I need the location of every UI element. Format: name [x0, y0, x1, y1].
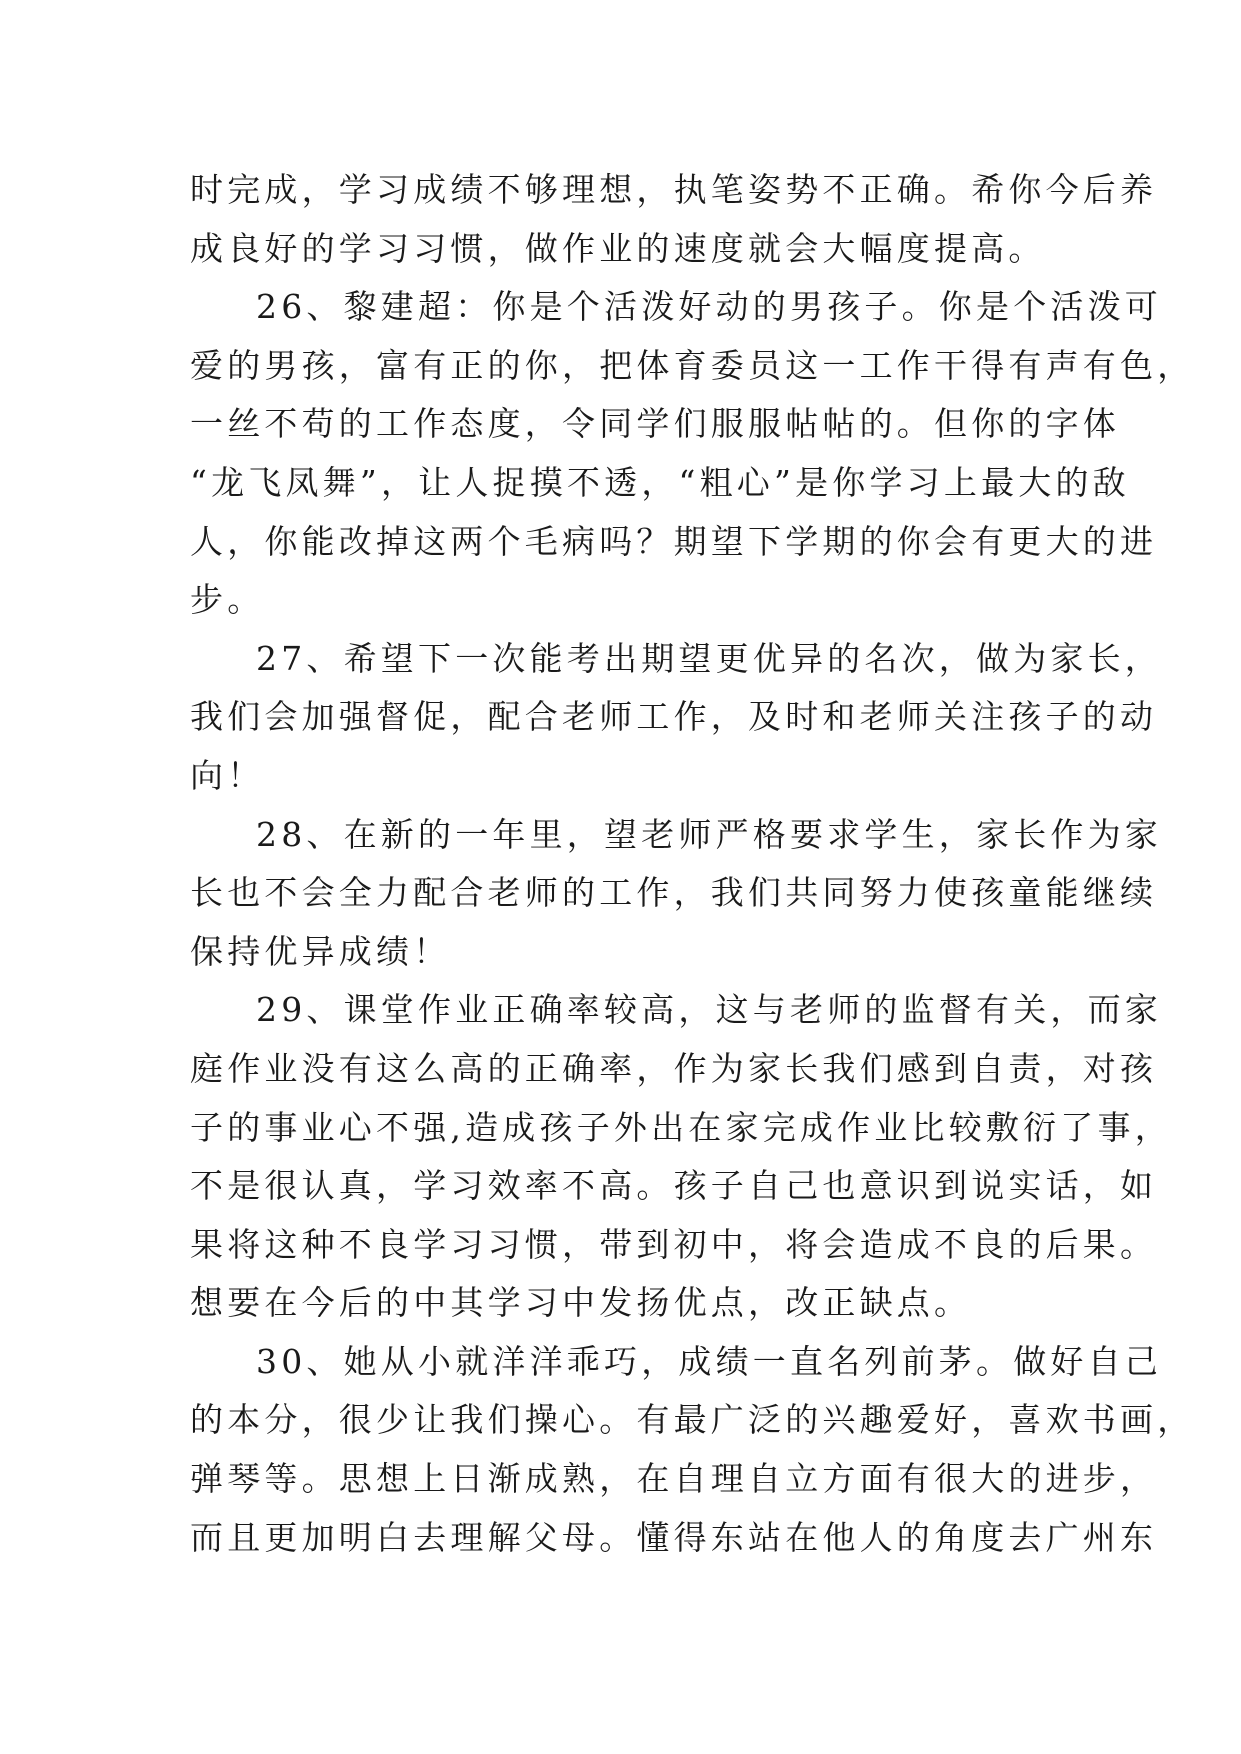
text-line: 弹琴等。思想上日渐成熟，在自理自立方面有很大的进步，: [190, 1459, 1158, 1499]
paragraph-item-29: [190, 981, 1172, 1333]
text-line: 果将这种不良学习习惯，带到初中，将会造成不良的后果。: [190, 1224, 1158, 1264]
text-line: 的本分，很少让我们操心。有最广泛的兴趣爱好，喜欢书画，: [190, 1400, 1195, 1440]
text-line: 26、黎建超：你是个活泼好动的男孩子。你是个活泼可: [256, 287, 1162, 327]
text-line: 不是很认真，学习效率不高。孩子自己也意识到说实话，如: [190, 1166, 1158, 1206]
text-line: 想要在今后的中其学习中发扬优点，改正缺点。: [190, 1283, 972, 1323]
text-line: 而且更加明白去理解父母。懂得东站在他人的角度去广州东: [190, 1517, 1158, 1557]
text-line: 时完成，学习成绩不够理想，执笔姿势不正确。希你今后养: [190, 170, 1158, 209]
paragraph-item-30: [190, 1333, 1195, 1567]
text-line: 我们会加强督促，配合老师工作，及时和老师关注孩子的动: [190, 697, 1158, 737]
text-line: 人，你能改掉这两个毛病吗？期望下学期的你会有更大的进: [190, 521, 1158, 561]
text-line: 爱的男孩，富有正的你，把体育委员这一工作干得有声有色，: [190, 345, 1195, 385]
paragraph-item-26: [190, 278, 1195, 630]
text-line: 庭作业没有这么高的正确率，作为家长我们感到自责，对孩: [190, 1048, 1158, 1088]
text-line: 长也不会全力配合老师的工作，我们共同努力使孩童能继续: [190, 873, 1158, 913]
paragraph-item-27: [190, 630, 1162, 806]
paragraph-continuation: [190, 161, 1158, 278]
text-line: 向！: [190, 755, 265, 795]
text-line: 28、在新的一年里，望老师严格要求学生，家长作为家: [256, 814, 1162, 854]
text-line: 成良好的学习习惯，做作业的速度就会大幅度提高。: [190, 228, 1046, 268]
text-line: 29、课堂作业正确率较高，这与老师的监督有关，而家: [256, 990, 1162, 1030]
paragraph-item-28: [190, 806, 1162, 982]
text-line: 27、希望下一次能考出期望更优异的名次，做为家长，: [256, 638, 1162, 678]
text-line: 步。: [190, 580, 265, 620]
text-line: 子的事业心不强,造成孩子外出在家完成作业比较敷衍了事，: [190, 1107, 1172, 1147]
text-line: “龙飞凤舞”，让人捉摸不透，“粗心”是你学习上最大的敌: [190, 462, 1130, 502]
document-body: [190, 161, 1195, 1567]
text-line: 一丝不苟的工作态度，令同学们服服帖帖的。但你的字体: [190, 404, 1120, 444]
text-line: 30、她从小就洋洋乖巧，成绩一直名列前茅。做好自己: [256, 1341, 1162, 1381]
text-line: 保持优异成绩！: [190, 931, 451, 971]
